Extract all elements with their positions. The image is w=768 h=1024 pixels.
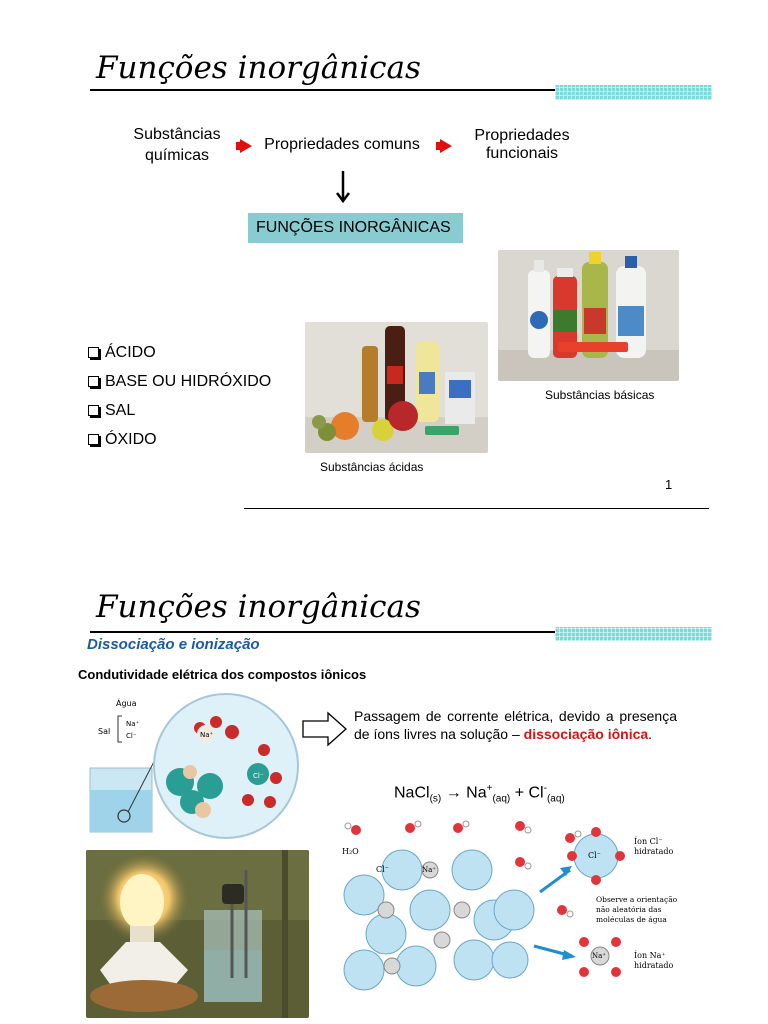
h2o-label: H₂O: [342, 847, 359, 856]
inorganic-functions-box: FUNÇÕES INORGÂNICAS: [248, 213, 463, 243]
basic-substances-caption: Substâncias básicas: [545, 388, 655, 402]
flow-item-substances: Substâncias químicas: [133, 126, 221, 164]
legend-cl: Cl⁻: [126, 732, 137, 740]
slide2-title-decoration: [555, 627, 712, 641]
list-item: BASE OU HIDRÓXIDO: [88, 367, 271, 396]
observe-line1: Observe a orientação: [596, 895, 678, 904]
checkbox-bullet-icon: [88, 405, 99, 416]
conduction-paragraph: Passagem de corrente elétrica, devido a presença de íons livres na solução – dissociação iônica.: [354, 708, 677, 742]
crystal-cl-ion: Cl⁻: [253, 772, 264, 780]
checkbox-bullet-icon: [88, 434, 99, 445]
legend-na: Na⁺: [126, 720, 140, 728]
slide1-title: Funções inorgânicas: [96, 50, 421, 86]
ion-na-label: Íon Na⁺: [634, 951, 666, 960]
down-arrow-icon: [333, 170, 353, 204]
slide1-title-decoration: [555, 85, 712, 100]
flow-item-common-properties: Propriedades comuns: [264, 136, 420, 153]
ionic-lattice: [344, 850, 534, 990]
list-item: ÁCIDO: [88, 338, 271, 367]
dissociation-equation: NaCl$_{(s)}$ → $Na^+_{(aq)} + Cl^-_{(aq)}$: [394, 783, 565, 805]
outline-arrow-icon: [302, 711, 348, 747]
observe-line2: não aleatória das: [596, 905, 662, 914]
list-item: ÓXIDO: [88, 425, 271, 454]
slide1-page-number: 1: [665, 477, 673, 492]
ion-cl-label: Íon Cl⁻: [634, 837, 663, 846]
hydrated-label: hidratado: [634, 961, 674, 970]
acidic-substances-photo: [305, 322, 488, 453]
lattice-cl-label: Cl⁻: [376, 865, 389, 874]
salt-dissolving-illustration: [88, 690, 300, 840]
hydrated-ions-diagram: [334, 810, 684, 1000]
checkbox-bullet-icon: [88, 347, 99, 358]
slide1-bottom-rule: [244, 508, 709, 509]
list-item: SAL: [88, 396, 271, 425]
flow-arrow-icon: [240, 139, 252, 153]
functions-list: [88, 338, 271, 454]
lattice-na-label: Na⁺: [422, 866, 436, 874]
ionic-dissociation-highlight: dissociação iônica: [523, 726, 649, 742]
conductivity-lamp-photo: [86, 850, 309, 1018]
hydrated-label: hidratado: [634, 847, 674, 856]
observe-line3: moléculas de água: [596, 915, 667, 924]
acidic-substances-caption: Substâncias ácidas: [320, 460, 424, 474]
section-heading: Condutividade elétrica dos compostos iônicos: [78, 667, 367, 682]
hydrated-na-label: Na⁺: [592, 952, 606, 960]
section-subtitle: Dissociação e ionização: [87, 636, 260, 653]
hydrated-cl-label: Cl⁻: [588, 851, 601, 860]
flow-arrow-icon: [440, 139, 452, 153]
checkbox-bullet-icon: [88, 376, 99, 387]
slide2-title: Funções inorgânicas: [96, 589, 421, 625]
crystal-na-ion: Na⁺: [200, 731, 214, 739]
salt-label: Sal: [98, 727, 111, 736]
flow-item-functional-properties: Propriedades funcionais: [474, 127, 570, 162]
water-label: Água: [116, 699, 137, 708]
basic-substances-photo: [498, 250, 679, 381]
